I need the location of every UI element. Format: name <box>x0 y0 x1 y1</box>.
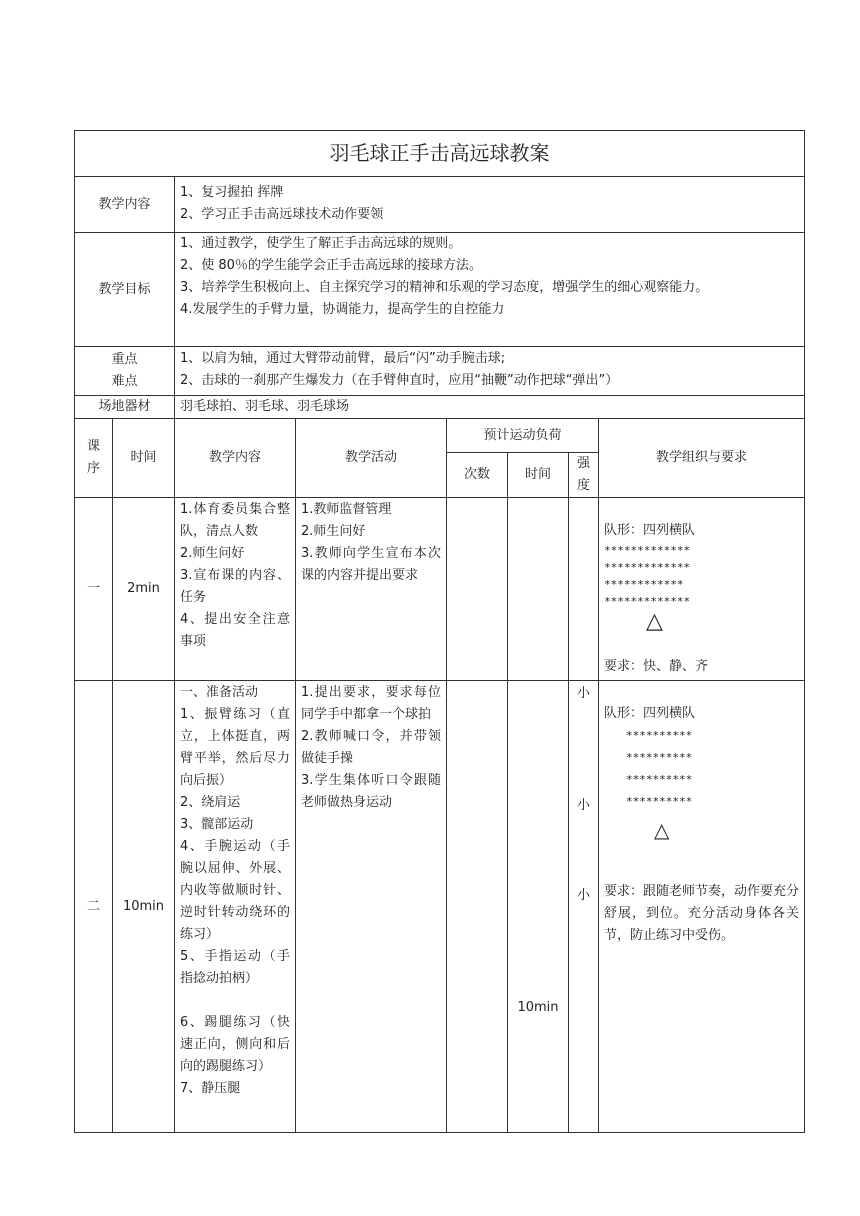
row-count <box>447 681 508 1133</box>
spacer <box>180 990 290 1012</box>
intensity-value: 小 <box>576 798 590 813</box>
row-organization <box>599 498 805 681</box>
activity-item: 2.师生问好 <box>301 524 366 539</box>
row-time: 10min <box>113 681 175 1133</box>
activity-item: 1.教师监督管理 <box>301 502 392 517</box>
col-content-header: 教学内容 <box>175 419 296 498</box>
col-intensity-char: 强 <box>576 456 590 471</box>
formation-text: 队形：四列横队 <box>604 706 696 721</box>
col-activity-header: 教学活动 <box>296 419 447 498</box>
key-label: 重点 <box>111 352 138 367</box>
row-intensity <box>569 498 599 681</box>
venue-label: 场地器材 <box>75 396 175 419</box>
row-load-time <box>508 498 569 681</box>
goal-line: 3、培养学生积极向上、自主探究学习的精神和乐观的学习态度，增强学生的细心观察能力。 <box>180 280 709 295</box>
activity-item: 2.教师喊口令，并带领做徒手操 <box>301 729 441 766</box>
goal-line: 2、使 80％的学生能学会正手击高远球的接球方法。 <box>180 258 482 273</box>
row-count <box>447 498 508 681</box>
difficulty-label: 难点 <box>111 374 138 389</box>
goal-label: 教学目标 <box>75 233 175 347</box>
row-intensity <box>569 681 599 1133</box>
content-item: 4、手腕运动（手腕以屈伸、外展、内收等做顺时针、逆时针转动绕环的练习） <box>180 839 290 942</box>
formation-line: ************* <box>604 544 691 557</box>
formation-line: ********** <box>626 751 693 764</box>
content-item: 2、绕肩运 <box>180 795 241 810</box>
key-cell <box>175 347 805 396</box>
activity-item: 3.学生集体听口令跟随老师做热身运动 <box>301 773 441 810</box>
row-content <box>175 681 296 1133</box>
col-load-time-header: 时间 <box>508 453 569 498</box>
content-label: 教学内容 <box>75 177 175 233</box>
key-line: 1、以肩为轴，通过大臂带动前臂，最后“闪”动手腕击球; <box>180 351 506 366</box>
formation-line: ************ <box>604 578 684 591</box>
row-content <box>175 498 296 681</box>
row-organization <box>599 681 805 1133</box>
venue-cell: 羽毛球拍、羽毛球、羽毛球场 <box>175 396 805 419</box>
col-seq-char: 课 <box>86 439 100 454</box>
content-item: 5、手指运动（手指捻动拍柄） <box>180 949 290 986</box>
content-cell <box>175 177 805 233</box>
content-item: 2.师生问好 <box>180 546 245 561</box>
col-load-header: 预计运动负荷 <box>447 419 599 453</box>
content-item: 6、踢腿练习（快速正向，侧向和后向的踢腿练习） <box>180 1015 290 1074</box>
intensity-value: 小 <box>576 888 590 903</box>
content-item: 3、髋部运动 <box>180 817 254 832</box>
teacher-triangle-icon: △ <box>654 818 670 842</box>
requirement-text: 要求：快、静、齐 <box>604 659 709 674</box>
goal-cell <box>175 233 805 347</box>
col-seq-header <box>75 419 113 498</box>
formation-line: ************* <box>604 595 691 608</box>
goal-line: 4.发展学生的手臂力量，协调能力，提高学生的自控能力 <box>180 302 505 317</box>
content-item: 3.宣布课的内容、任务 <box>180 568 290 605</box>
content-line: 1、复习握拍 挥牌 <box>180 185 284 200</box>
formation-line: ********** <box>626 795 693 808</box>
col-intensity-char: 度 <box>576 478 590 493</box>
content-item: 1.体育委员集合整队，清点人数 <box>180 502 290 539</box>
formation-line: ********** <box>626 773 693 786</box>
row-activity <box>296 681 447 1133</box>
key-difficulty-label <box>75 347 175 396</box>
lesson-plan-page <box>74 130 804 1133</box>
content-item: 1、振臂练习（直立，上体挺直，两臂平举，然后尽力向后振） <box>180 707 290 788</box>
teacher-triangle-icon: △ <box>646 609 663 634</box>
row-time: 2min <box>113 498 175 681</box>
table-row <box>75 681 805 1133</box>
requirement-text: 要求：跟随老师节奏，动作要充分舒展，到位。充分活动身体各关节，防止练习中受伤。 <box>604 884 800 943</box>
table-row <box>75 498 805 681</box>
col-seq-char: 序 <box>86 461 100 476</box>
intensity-value: 小 <box>576 686 590 701</box>
row-load-time: 10min <box>508 681 569 1133</box>
lesson-plan-table <box>74 130 805 1133</box>
goal-line: 1、通过教学，使学生了解正手击高远球的规则。 <box>180 236 462 251</box>
formation-line: ************* <box>604 561 691 574</box>
content-line: 2、学习正手击高远球技术动作要领 <box>180 207 384 222</box>
page-title: 羽毛球正手击高远球教案 <box>75 131 805 177</box>
activity-item: 3.教师向学生宣布本次课的内容并提出要求 <box>301 546 441 583</box>
content-item: 4、提出安全注意事项 <box>180 612 290 649</box>
content-item: 一、准备活动 <box>180 685 259 700</box>
col-organization-header: 教学组织与要求 <box>599 419 805 498</box>
row-seq: 一 <box>75 498 113 681</box>
col-time-header: 时间 <box>113 419 175 498</box>
row-activity <box>296 498 447 681</box>
spacer <box>604 634 799 656</box>
col-count-header: 次数 <box>447 453 508 498</box>
formation-text: 队形：四列横队 <box>604 523 696 538</box>
content-item: 7、静压腿 <box>180 1081 241 1096</box>
activity-item: 1.提出要求，要求每位同学手中都拿一个球拍 <box>301 685 441 722</box>
spacer <box>604 847 799 881</box>
formation-line: ********** <box>626 729 693 742</box>
row-seq: 二 <box>75 681 113 1133</box>
col-intensity-header <box>569 453 599 498</box>
key-line: 2、击球的一刹那产生爆发力（在手臂伸直时，应用“抽鞭”动作把球“弹出”） <box>180 373 619 388</box>
